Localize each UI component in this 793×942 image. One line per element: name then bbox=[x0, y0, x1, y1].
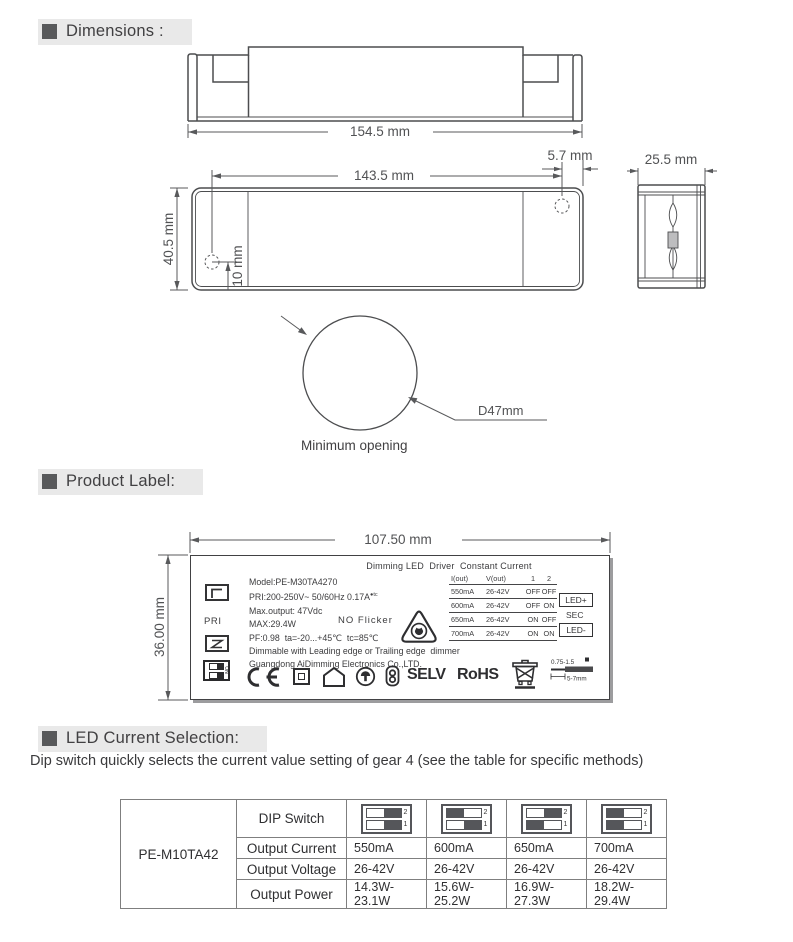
dip-switch-graphic bbox=[521, 804, 573, 834]
label-max-output: Max.output: 47Vdc bbox=[249, 605, 323, 616]
svg-text:5-7mm bbox=[567, 676, 587, 683]
cell: ON bbox=[527, 629, 539, 638]
label-title: Dimming LED Driver Constant Current bbox=[366, 561, 532, 571]
dip-switch-graphic bbox=[601, 804, 653, 834]
dip-slider-1 bbox=[366, 820, 402, 830]
cell: 26-42V bbox=[486, 615, 510, 624]
col-sw2: 2 bbox=[546, 573, 552, 583]
cell: ON bbox=[543, 629, 555, 638]
label-width-dim: 107.50 mm bbox=[364, 532, 432, 547]
transformer-icon bbox=[385, 665, 400, 687]
selv-mark: SELV bbox=[407, 666, 446, 683]
label-pf-temp: PF:0.98 ta=-20...+45℃ tc=85℃ bbox=[249, 632, 379, 643]
product-label-section-header bbox=[38, 469, 203, 495]
current-value: 650mA bbox=[507, 838, 587, 859]
certification-row bbox=[191, 556, 609, 699]
cell: ON bbox=[543, 601, 555, 610]
cell: OFF bbox=[525, 587, 541, 596]
dip-num-2: 2 bbox=[563, 809, 568, 816]
wire-strip-length: 5-7mm bbox=[567, 675, 587, 683]
dip-num-2: 2 bbox=[403, 809, 408, 816]
wire-spec-icon bbox=[549, 656, 603, 686]
current-value: 550mA bbox=[347, 838, 427, 859]
hole-offset-dim: 10 mm bbox=[230, 245, 245, 287]
section-title: LED Current Selection: bbox=[66, 729, 240, 747]
dip-slider-2 bbox=[606, 808, 642, 818]
col-sw1: 1 bbox=[530, 573, 536, 583]
opening-caption: Minimum opening bbox=[301, 438, 408, 453]
product-label bbox=[190, 555, 610, 700]
voltage-value: 26-42V bbox=[587, 859, 667, 880]
selection-description: Dip switch quickly selects the current value setting of gear 4 (see the table for specific methods) bbox=[30, 753, 644, 769]
svg-text:0.75-1.5 bbox=[551, 659, 575, 666]
cell: 700mA bbox=[451, 629, 475, 638]
dip-slider-2 bbox=[446, 808, 482, 818]
dip-slider-1 bbox=[526, 820, 562, 830]
cell: OFF bbox=[525, 601, 541, 610]
top-view-length-dim: 143.5 mm bbox=[353, 168, 415, 183]
label-model: Model:PE-M30TA4270 bbox=[249, 577, 338, 587]
minimum-opening-drawing bbox=[265, 298, 565, 463]
dip-on-label: ON bbox=[222, 666, 229, 674]
independent-control-icon bbox=[355, 666, 376, 687]
power-value: 15.6W-25.2W bbox=[427, 880, 507, 909]
top-view-drawing bbox=[158, 148, 598, 298]
cell: OFF bbox=[541, 587, 557, 596]
side-view-drawing bbox=[180, 40, 590, 140]
dip-slider-2 bbox=[366, 808, 402, 818]
side-view-width-dim: 154.5 mm bbox=[349, 124, 411, 139]
no-flicker-label: NO Flicker bbox=[338, 615, 393, 626]
section-title: Dimensions : bbox=[66, 22, 164, 40]
section-bullet-square bbox=[42, 731, 57, 746]
row-header-dip-switch: DIP Switch bbox=[237, 800, 347, 838]
dip-switch-graphic bbox=[361, 804, 413, 834]
weee-bin-icon bbox=[511, 659, 539, 691]
top-view-height-dim: 40.5 mm bbox=[161, 212, 176, 266]
dip-num-1: 1 bbox=[563, 821, 568, 828]
input-rating-text: PRI:200-250V~ 50/60Hz 0.17A bbox=[249, 592, 371, 603]
row-header-output-power: Output Power bbox=[237, 880, 347, 909]
cell: 600mA bbox=[451, 601, 475, 610]
cell: 650mA bbox=[451, 615, 475, 624]
voltage-value: 26-42V bbox=[347, 859, 427, 880]
tc-mark: ●tc bbox=[370, 592, 378, 599]
dip-slider-2 bbox=[526, 808, 562, 818]
label-max-power: MAX:29.4W bbox=[249, 619, 296, 630]
sec-label: SEC bbox=[566, 610, 584, 620]
label-height-dim: 36.00 mm bbox=[152, 596, 167, 658]
led-plus-terminal: LED+ bbox=[559, 593, 593, 607]
pri-label: PRI bbox=[204, 616, 222, 627]
dip-num-1: 1 bbox=[643, 821, 648, 828]
mounting-hole-right bbox=[555, 199, 569, 213]
ce-mark-icon bbox=[243, 666, 283, 688]
dimensions-section-header bbox=[38, 19, 192, 45]
dip-num-1: 1 bbox=[483, 821, 488, 828]
model-cell: PE-M10TA42 bbox=[121, 800, 237, 909]
indoor-use-icon bbox=[321, 666, 347, 687]
dip-cell bbox=[347, 800, 427, 838]
power-value: 16.9W-27.3W bbox=[507, 880, 587, 909]
label-company: Guangdong AiDimming Electronics Co.,LTD. bbox=[249, 659, 422, 670]
led-current-selection-header bbox=[38, 726, 267, 752]
row-header-output-voltage: Output Voltage bbox=[237, 859, 347, 880]
cell: ON bbox=[527, 615, 539, 624]
col-vout: V(out) bbox=[486, 573, 506, 583]
dip-switch-graphic bbox=[441, 804, 493, 834]
dip-slider-1 bbox=[446, 820, 482, 830]
opening-diameter-label: D47mm bbox=[478, 403, 524, 418]
cell: 26-42V bbox=[486, 587, 510, 596]
current-selection-table bbox=[120, 799, 667, 909]
power-value: 18.2W-29.4W bbox=[587, 880, 667, 909]
cell: 26-42V bbox=[486, 629, 510, 638]
voltage-value: 26-42V bbox=[427, 859, 507, 880]
label-dimmable: Dimmable with Leading edge or Trailing edge dimmer bbox=[249, 645, 460, 656]
power-value: 14.3W-23.1W bbox=[347, 880, 427, 909]
dip-cell bbox=[427, 800, 507, 838]
dip-num-2: 2 bbox=[643, 809, 648, 816]
led-minus-terminal: LED- bbox=[559, 623, 593, 637]
cell: 26-42V bbox=[486, 601, 510, 610]
rohs-mark: RoHS bbox=[457, 666, 499, 683]
cell: OFF bbox=[541, 615, 557, 624]
row-header-output-current: Output Current bbox=[237, 838, 347, 859]
end-view-width-dim: 25.5 mm bbox=[644, 152, 698, 167]
dip-num-1: 1 bbox=[403, 821, 408, 828]
dip-cell bbox=[587, 800, 667, 838]
section-bullet-square bbox=[42, 24, 57, 39]
cell: 550mA bbox=[451, 587, 475, 596]
col-iout: I(out) bbox=[451, 573, 469, 583]
current-value: 600mA bbox=[427, 838, 507, 859]
top-view-edge-offset-dim: 5.7 mm bbox=[547, 148, 593, 163]
wire-gauge: 0.75-1.5 bbox=[551, 659, 575, 666]
voltage-value: 26-42V bbox=[507, 859, 587, 880]
dip-num-2: 2 bbox=[483, 809, 488, 816]
dip-cell bbox=[507, 800, 587, 838]
end-view-drawing bbox=[625, 148, 720, 298]
section-title: Product Label: bbox=[66, 472, 176, 490]
current-value: 700mA bbox=[587, 838, 667, 859]
dip-slider-1 bbox=[606, 820, 642, 830]
section-bullet-square bbox=[42, 474, 57, 489]
class-ii-icon bbox=[293, 668, 310, 685]
